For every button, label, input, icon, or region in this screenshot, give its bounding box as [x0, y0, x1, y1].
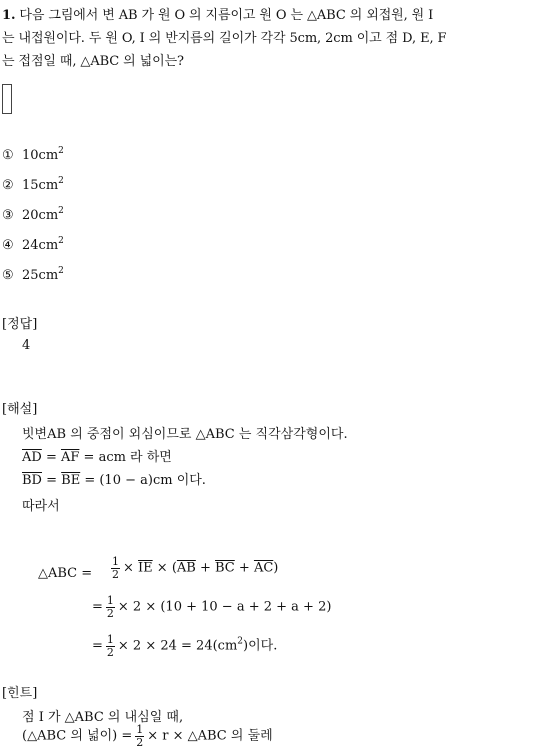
figure-placeholder	[2, 84, 12, 114]
choice-4[interactable]	[2, 238, 64, 253]
solution-line-1: 빗변AB 의 중점이 외심이므로 △ABC 는 직각삼각형이다.	[22, 427, 348, 442]
solution-heading: [해설]	[2, 402, 38, 417]
segment-ab: $\overline{AB}$	[176, 560, 196, 576]
eq3-exp: 2	[237, 636, 244, 647]
choice-5-exp: 2	[58, 266, 64, 276]
choice-1[interactable]	[2, 148, 64, 163]
choice-2[interactable]	[2, 178, 64, 193]
fraction-one-half	[106, 595, 115, 619]
choice-5-mark: ⑤	[2, 268, 14, 283]
choice-2-value: 15cm	[22, 178, 59, 193]
eq1-times: ×	[123, 560, 139, 576]
fraction-denominator: 2	[112, 567, 119, 581]
question-line-1	[2, 4, 433, 23]
solution-line-2	[22, 446, 172, 465]
choice-5-value: 25cm	[22, 268, 59, 283]
answer-value: 4	[22, 338, 31, 353]
question-text-1: 다음 그림에서 변 AB 가 원 O 의 지름이고 원 O 는 △ABC 의 외접원, 원 I	[15, 8, 434, 23]
question-number: 1.	[2, 8, 16, 23]
fraction-one-half	[135, 724, 144, 748]
hint-line-1: 점 I 가 △ABC 의 내심일 때,	[22, 710, 184, 725]
equals-sign: =	[41, 450, 61, 465]
equation-row-1	[108, 556, 278, 580]
segment-ac: $\overline{AC}$	[253, 560, 274, 576]
choice-3[interactable]	[2, 208, 64, 223]
question-line-2: 는 내접원이다. 두 원 O, I 의 반지름의 길이가 각각 5cm, 2cm 이고 점 D, E, F	[2, 31, 447, 46]
eq2-text: × 2 × (10 + 10 − a + 2 + a + 2)	[117, 599, 332, 615]
solution-line-4: 따라서	[22, 499, 60, 514]
choice-1-mark: ①	[2, 148, 14, 163]
choice-1-value: 10cm	[22, 148, 59, 163]
equation-row-2	[92, 595, 331, 619]
fraction-denominator: 2	[106, 606, 114, 620]
fraction-numerator: 1	[112, 555, 119, 568]
fraction-numerator: 1	[106, 633, 114, 646]
fraction-denominator: 2	[106, 645, 114, 659]
eq1-plus: +	[234, 560, 254, 576]
fraction-numerator: 1	[136, 723, 144, 736]
choice-4-value: 24cm	[22, 238, 59, 253]
choice-4-mark: ④	[2, 238, 14, 253]
hint-heading: [힌트]	[2, 686, 38, 701]
eq1-mid: × (	[152, 560, 177, 576]
equation-row-3	[92, 634, 277, 658]
segment-bc: $\overline{BC}$	[215, 560, 235, 576]
answer-heading: [정답]	[2, 317, 38, 332]
fraction-numerator: 1	[106, 594, 114, 607]
choice-3-mark: ③	[2, 208, 14, 223]
eq3-tail: )이다.	[243, 638, 278, 654]
equals-sign: =	[92, 638, 103, 654]
equals-sign: =	[41, 473, 62, 488]
eq3-text: × 2 × 24 = 24(cm	[117, 638, 238, 654]
choice-2-exp: 2	[58, 176, 64, 186]
choice-4-exp: 2	[58, 236, 64, 246]
solution-line-3-rest: = (10 − a)cm 이다.	[80, 473, 206, 488]
solution-line-3	[22, 469, 206, 488]
choice-5[interactable]	[2, 268, 64, 283]
eq1-plus: +	[195, 560, 216, 576]
choice-2-mark: ②	[2, 178, 14, 193]
segment-be: $\overline{BE}$	[61, 473, 81, 488]
fraction-one-half	[106, 634, 115, 658]
hint-formula-rhs: × r × △ABC 의 둘레	[147, 728, 273, 744]
choice-3-exp: 2	[58, 206, 64, 216]
segment-af: $\overline{AF}$	[60, 450, 80, 465]
choice-3-value: 20cm	[22, 208, 59, 223]
hint-line-2	[22, 724, 273, 748]
fraction-one-half	[111, 556, 120, 580]
hint-formula-lhs: (△ABC 의 넓이) =	[22, 728, 133, 744]
question-line-3: 는 접점일 때, △ABC 의 넓이는?	[2, 54, 184, 69]
eq1-close: )	[273, 560, 279, 576]
equals-sign: =	[92, 599, 103, 615]
segment-bd: $\overline{BD}$	[22, 473, 42, 488]
segment-ad: $\overline{AD}$	[22, 450, 42, 465]
choice-1-exp: 2	[58, 146, 64, 156]
segment-ie: $\overline{IE}$	[138, 560, 153, 576]
fraction-denominator: 2	[136, 735, 144, 749]
solution-line-2-rest: = acm 라 하면	[79, 450, 172, 465]
equation-lhs: △ABC =	[38, 566, 93, 581]
